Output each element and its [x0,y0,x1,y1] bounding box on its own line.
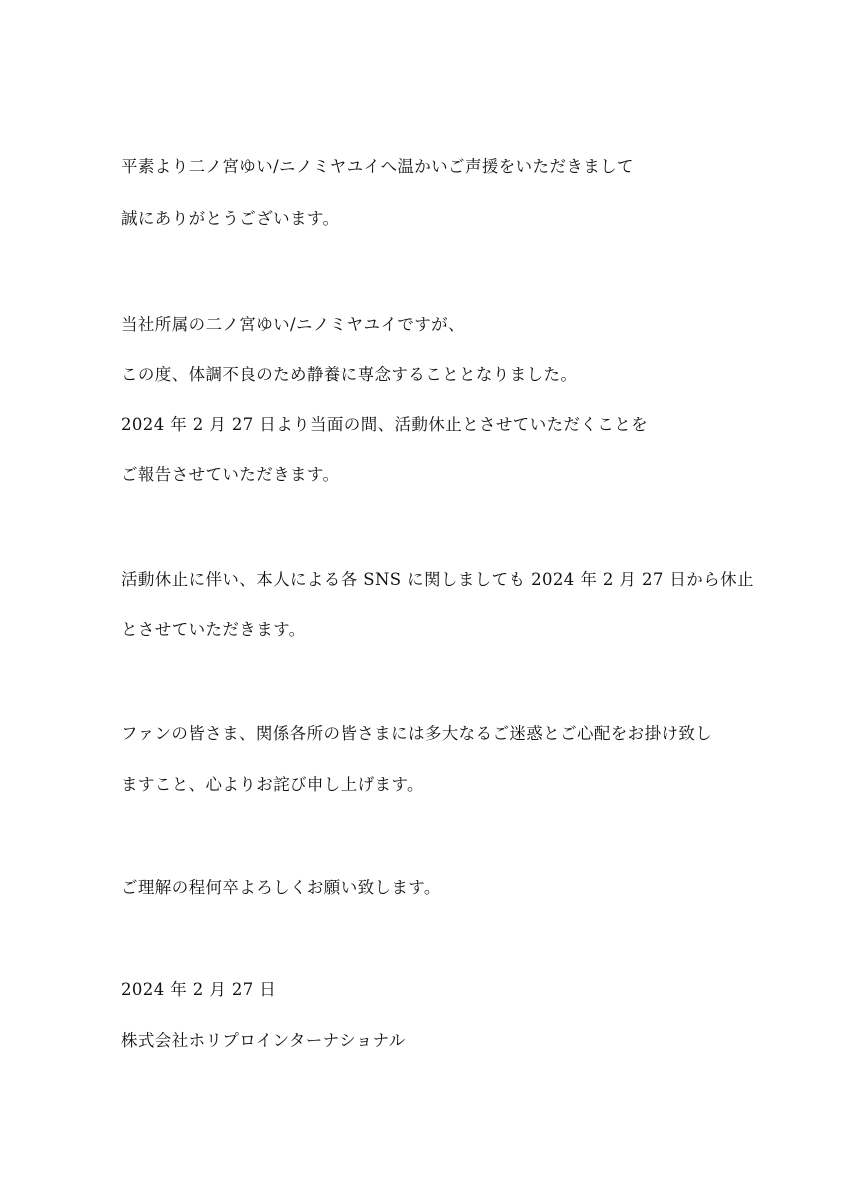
greeting-line-1: 平素より二ノ宮ゆい/ニノミヤユイへ温かいご声援をいただきまして [121,157,634,176]
announcement-line-2: この度、体調不良のため静養に専念することとなりました。 [121,365,578,384]
apology-line-1: ファンの皆さま、関係各所の皆さまには多大なるご迷惑とご心配をお掛け致し [121,724,713,743]
announcement-line-1: 当社所属の二ノ宮ゆい/ニノミヤユイですが、 [121,315,465,334]
greeting-line-2: 誠にありがとうございます。 [121,209,340,228]
closing-line: ご理解の程何卒よろしくお願い致します。 [121,878,441,897]
announcement-line-4: ご報告させていただきます。 [121,465,340,484]
announcement-line-3: 2024 年 2 月 27 日より当面の間、活動休止とさせていただくことを [121,415,649,434]
sns-line-1: 活動休止に伴い、本人による各 SNS に関しましても 2024 年 2 月 27 日から休止 [121,570,754,589]
document-date: 2024 年 2 月 27 日 [121,980,277,999]
sns-line-2: とさせていただきます。 [121,620,306,639]
apology-line-2: ますこと、心よりお詫び申し上げます。 [121,775,424,794]
company-name: 株式会社ホリプロインターナショナル [121,1031,406,1050]
